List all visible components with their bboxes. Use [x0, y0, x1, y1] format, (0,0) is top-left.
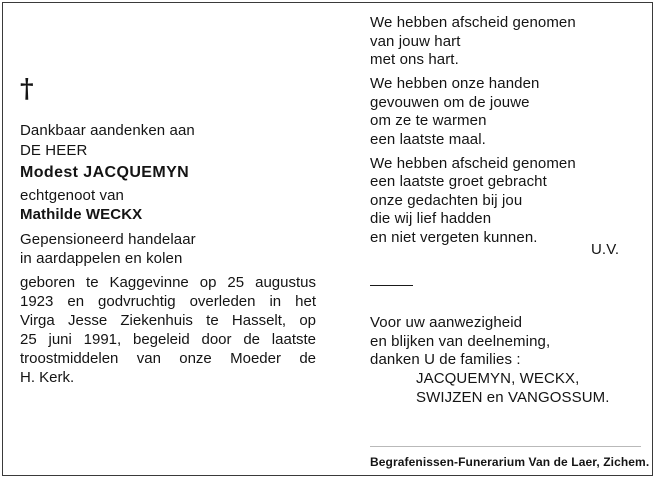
occupation-line: in aardappelen en kolen	[20, 250, 183, 267]
poem-line: van jouw hart	[370, 33, 461, 50]
thanks-line: en blijken van deelneming,	[370, 333, 551, 350]
spouse-name	[20, 205, 142, 224]
thanks-line: danken U de families :	[370, 351, 521, 368]
occupation-line: Gepensioneerd handelaar	[20, 231, 196, 248]
biography-line: 1923 en godvruchtig overleden in het	[20, 293, 316, 310]
honorific: DE HEER	[20, 142, 88, 159]
biography-line: geboren te Kaggevinne op 25 augustus	[20, 274, 316, 291]
poem-line: om ze te warmen	[370, 112, 487, 129]
funeral-home-credit: Begrafenissen-Funerarium Van de Laer, Zichem.	[370, 455, 650, 469]
intro-text: Dankbaar aandenken aan	[20, 122, 195, 139]
poem-line: een laatste maal.	[370, 131, 486, 148]
poem-line: die wij lief hadden	[370, 210, 492, 227]
family-names-line: JACQUEMYN, WECKX,	[416, 370, 580, 387]
poem-line: gevouwen om de jouwe	[370, 94, 530, 111]
spouse-first-name: Mathilde	[20, 206, 82, 223]
deceased-name	[20, 163, 189, 182]
deceased-last-name: JACQUEMYN	[83, 164, 190, 181]
biography-line: H. Kerk.	[20, 369, 75, 386]
poem-line: en niet vergeten kunnen.	[370, 229, 538, 246]
biography	[20, 273, 316, 387]
poem-line: We hebben afscheid genomen	[370, 14, 576, 31]
section-divider	[370, 285, 413, 286]
deceased-first-name: Modest	[20, 164, 79, 181]
cross-symbol: †	[20, 74, 34, 104]
biography-line: 25 juni 1991, begeleid door de laatste	[20, 331, 316, 348]
footer-divider	[370, 446, 641, 447]
spouse-last-name: WECKX	[85, 206, 143, 223]
thanks-line: Voor uw aanwezigheid	[370, 314, 523, 331]
biography-line: troostmiddelen van onze Moeder de	[20, 350, 316, 367]
family-names-line: SWIJZEN en VANGOSSUM.	[416, 389, 610, 406]
poem-line: We hebben onze handen	[370, 75, 540, 92]
poem-line: We hebben afscheid genomen	[370, 155, 576, 172]
poem-signature: U.V.	[591, 241, 620, 258]
spouse-intro: echtgenoot van	[20, 187, 124, 204]
biography-line: Virga Jesse Ziekenhuis te Hasselt, op	[20, 312, 316, 329]
poem-line: een laatste groet gebracht	[370, 173, 547, 190]
poem-line: onze gedachten bij jou	[370, 192, 523, 209]
poem-line: met ons hart.	[370, 51, 459, 68]
